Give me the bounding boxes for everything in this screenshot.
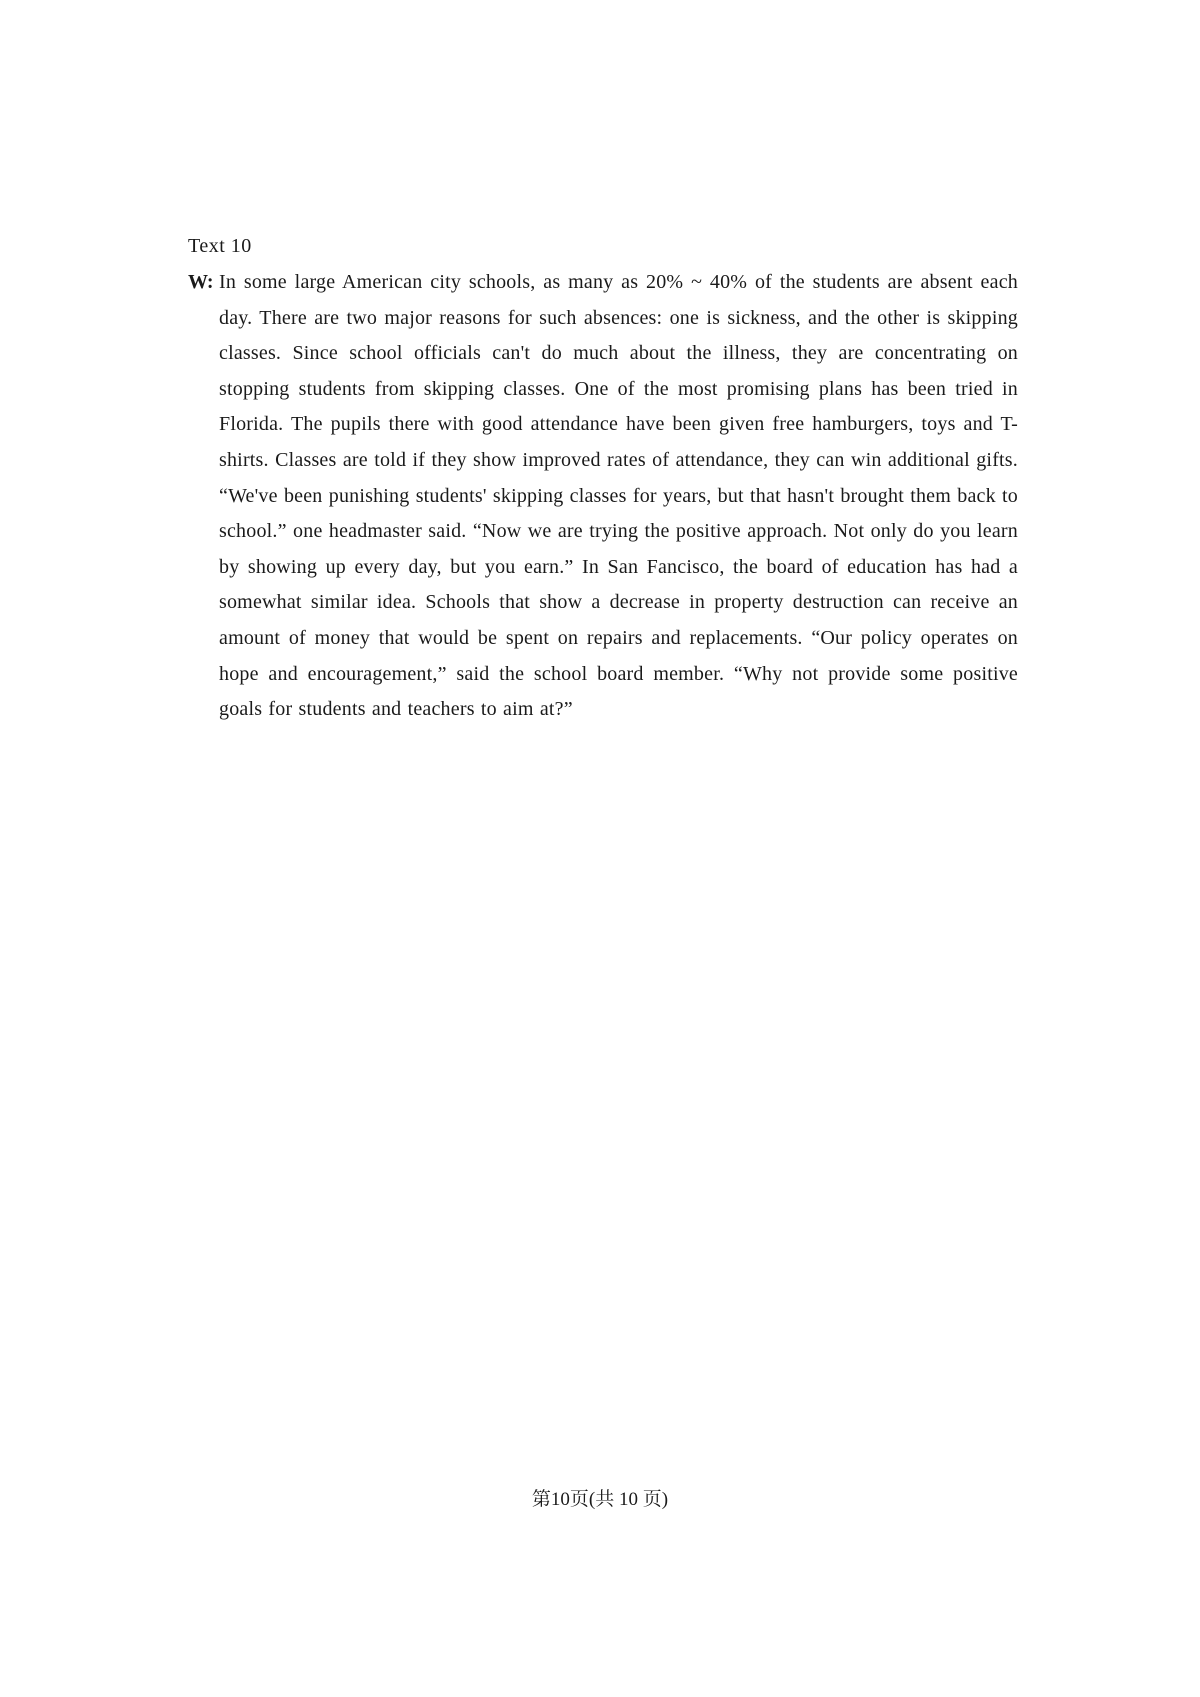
speaker-label: W:: [188, 271, 214, 293]
dialogue-passage: [188, 265, 1018, 728]
passage-text: In some large American city schools, as many as 20% ~ 40% of the students are absent each day. There are two major reasons for such absences: one is sickness, and the other is skipping classes. Since school officials can't do much about the illness, they are concentrating on stopping students from skipping classes. One of the most promising plans has been tried in Florida. The pupils there with good attendance have been given free hamburgers, toys and T-shirts. Classes are told if they show improved rates of attendance, they can win additional gifts. “We've been punishing students' skipping classes for years, but that hasn't brought them back to school.” one headmaster said. “Now we are trying the positive approach. Not only do you learn by showing up every day, but you earn.” In San Fancisco, the board of education has had a somewhat similar idea. Schools that show a decrease in property destruction can receive an amount of money that would be spent on repairs and replacements. “Our policy operates on hope and encouragement,” said the school board member. “Why not provide some positive goals for students and teachers to aim at?”: [219, 271, 1018, 721]
text-heading: Text 10: [188, 235, 252, 257]
page-footer: 第10页(共 10 页): [531, 1489, 669, 1510]
